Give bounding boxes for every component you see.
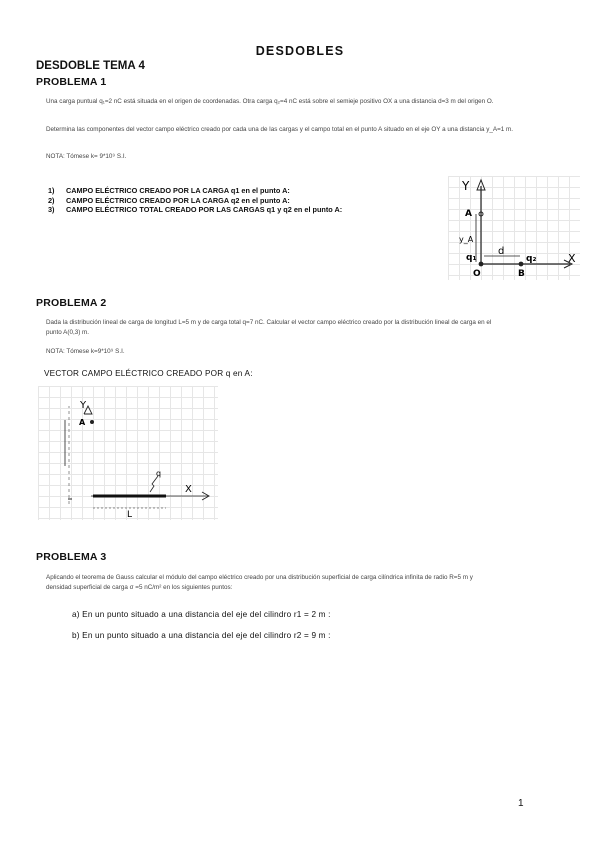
problem-2-note: NOTA: Tómese k=9*10⁹ S.I.	[46, 348, 125, 355]
label-x: X	[568, 252, 576, 265]
problem-2-statement: Dada la distribución lineal de carga de longitud L=5 m y de carga total q=7 nC. Calcular el vector campo eléctrico creado por la distribución lineal de carga en el punto A(0,3) m.	[46, 319, 492, 336]
problem-3-heading: PROBLEMA 3	[36, 551, 107, 563]
label-q2: q₂	[526, 254, 537, 264]
problem-1-question-3: 3) CAMPO ELÉCTRICO TOTAL CREADO POR LAS CARGAS q1 y q2 en el punto A:	[48, 205, 343, 214]
problem-1-question-2: 2) CAMPO ELÉCTRICO CREADO POR LA CARGA q2 en el punto A:	[48, 195, 290, 205]
problem-1-diagram	[448, 176, 580, 280]
problem-3-question-b: b) En un punto situado a una distancia del eje del cilindro r2 = 9 m :	[72, 631, 331, 640]
document-title: DESDOBLES	[255, 44, 345, 58]
label-y: Y	[80, 400, 87, 411]
label-l: L	[127, 510, 133, 520]
problem-3-statement: Aplicando el teorema de Gauss calcular el módulo del campo eléctrico creado por una distribución superficial de carga cilíndrica infinita de radio R=5 m y densidad superficial de carga σ =5 nC/m² en los siguientes puntos:	[46, 574, 473, 591]
label-d: d	[498, 246, 505, 257]
label-ya: y_A	[459, 235, 474, 244]
problem-2-figure	[38, 386, 218, 520]
label-x: X	[185, 484, 192, 495]
label-y: Y	[462, 179, 470, 193]
problem-1-statement-2: Determina las componentes del vector campo eléctrico creado por cada una de las cargas y el campo total en el punto A situado en el eje OY a una distancia y_A=1 m.	[46, 126, 514, 133]
q-pointer	[150, 476, 158, 492]
problem-2-subtitle: VECTOR CAMPO ELÉCTRICO CREADO POR q en A:	[44, 369, 253, 378]
label-a: A	[79, 418, 86, 427]
problem-1-figure	[448, 176, 580, 280]
problem-3-question-a: a) En un punto situado a una distancia del eje del cilindro r1 = 2 m :	[72, 610, 331, 619]
problem-2-diagram	[38, 386, 218, 520]
problem-1-statement-1: Una carga puntual q₁=2 nC está situada en el origen de coordenadas. Otra carga q₂=4 nC está sobre el semieje positivo OX a una distancia d=3 m del origen O.	[46, 98, 494, 105]
page-number: 1	[518, 798, 524, 809]
problem-2-heading: PROBLEMA 2	[36, 297, 107, 309]
section-title: DESDOBLE TEMA 4	[36, 60, 145, 72]
problem-1-questions	[48, 186, 342, 215]
label-a: A	[465, 209, 472, 219]
problem-1-note: NOTA: Tómese k= 9*10⁹ S.I.	[46, 153, 127, 160]
label-q1: q₁	[466, 253, 477, 263]
label-q: q	[156, 469, 162, 478]
problem-1-heading: PROBLEMA 1	[36, 76, 107, 88]
label-b: B	[518, 269, 525, 279]
problem-1-question-1: 1) CAMPO ELÉCTRICO CREADO POR LA CARGA q1 en el punto A:	[48, 186, 290, 195]
point-q1	[479, 262, 484, 267]
label-o: O	[473, 269, 481, 279]
point-a	[90, 420, 94, 424]
point-q2	[519, 262, 524, 267]
